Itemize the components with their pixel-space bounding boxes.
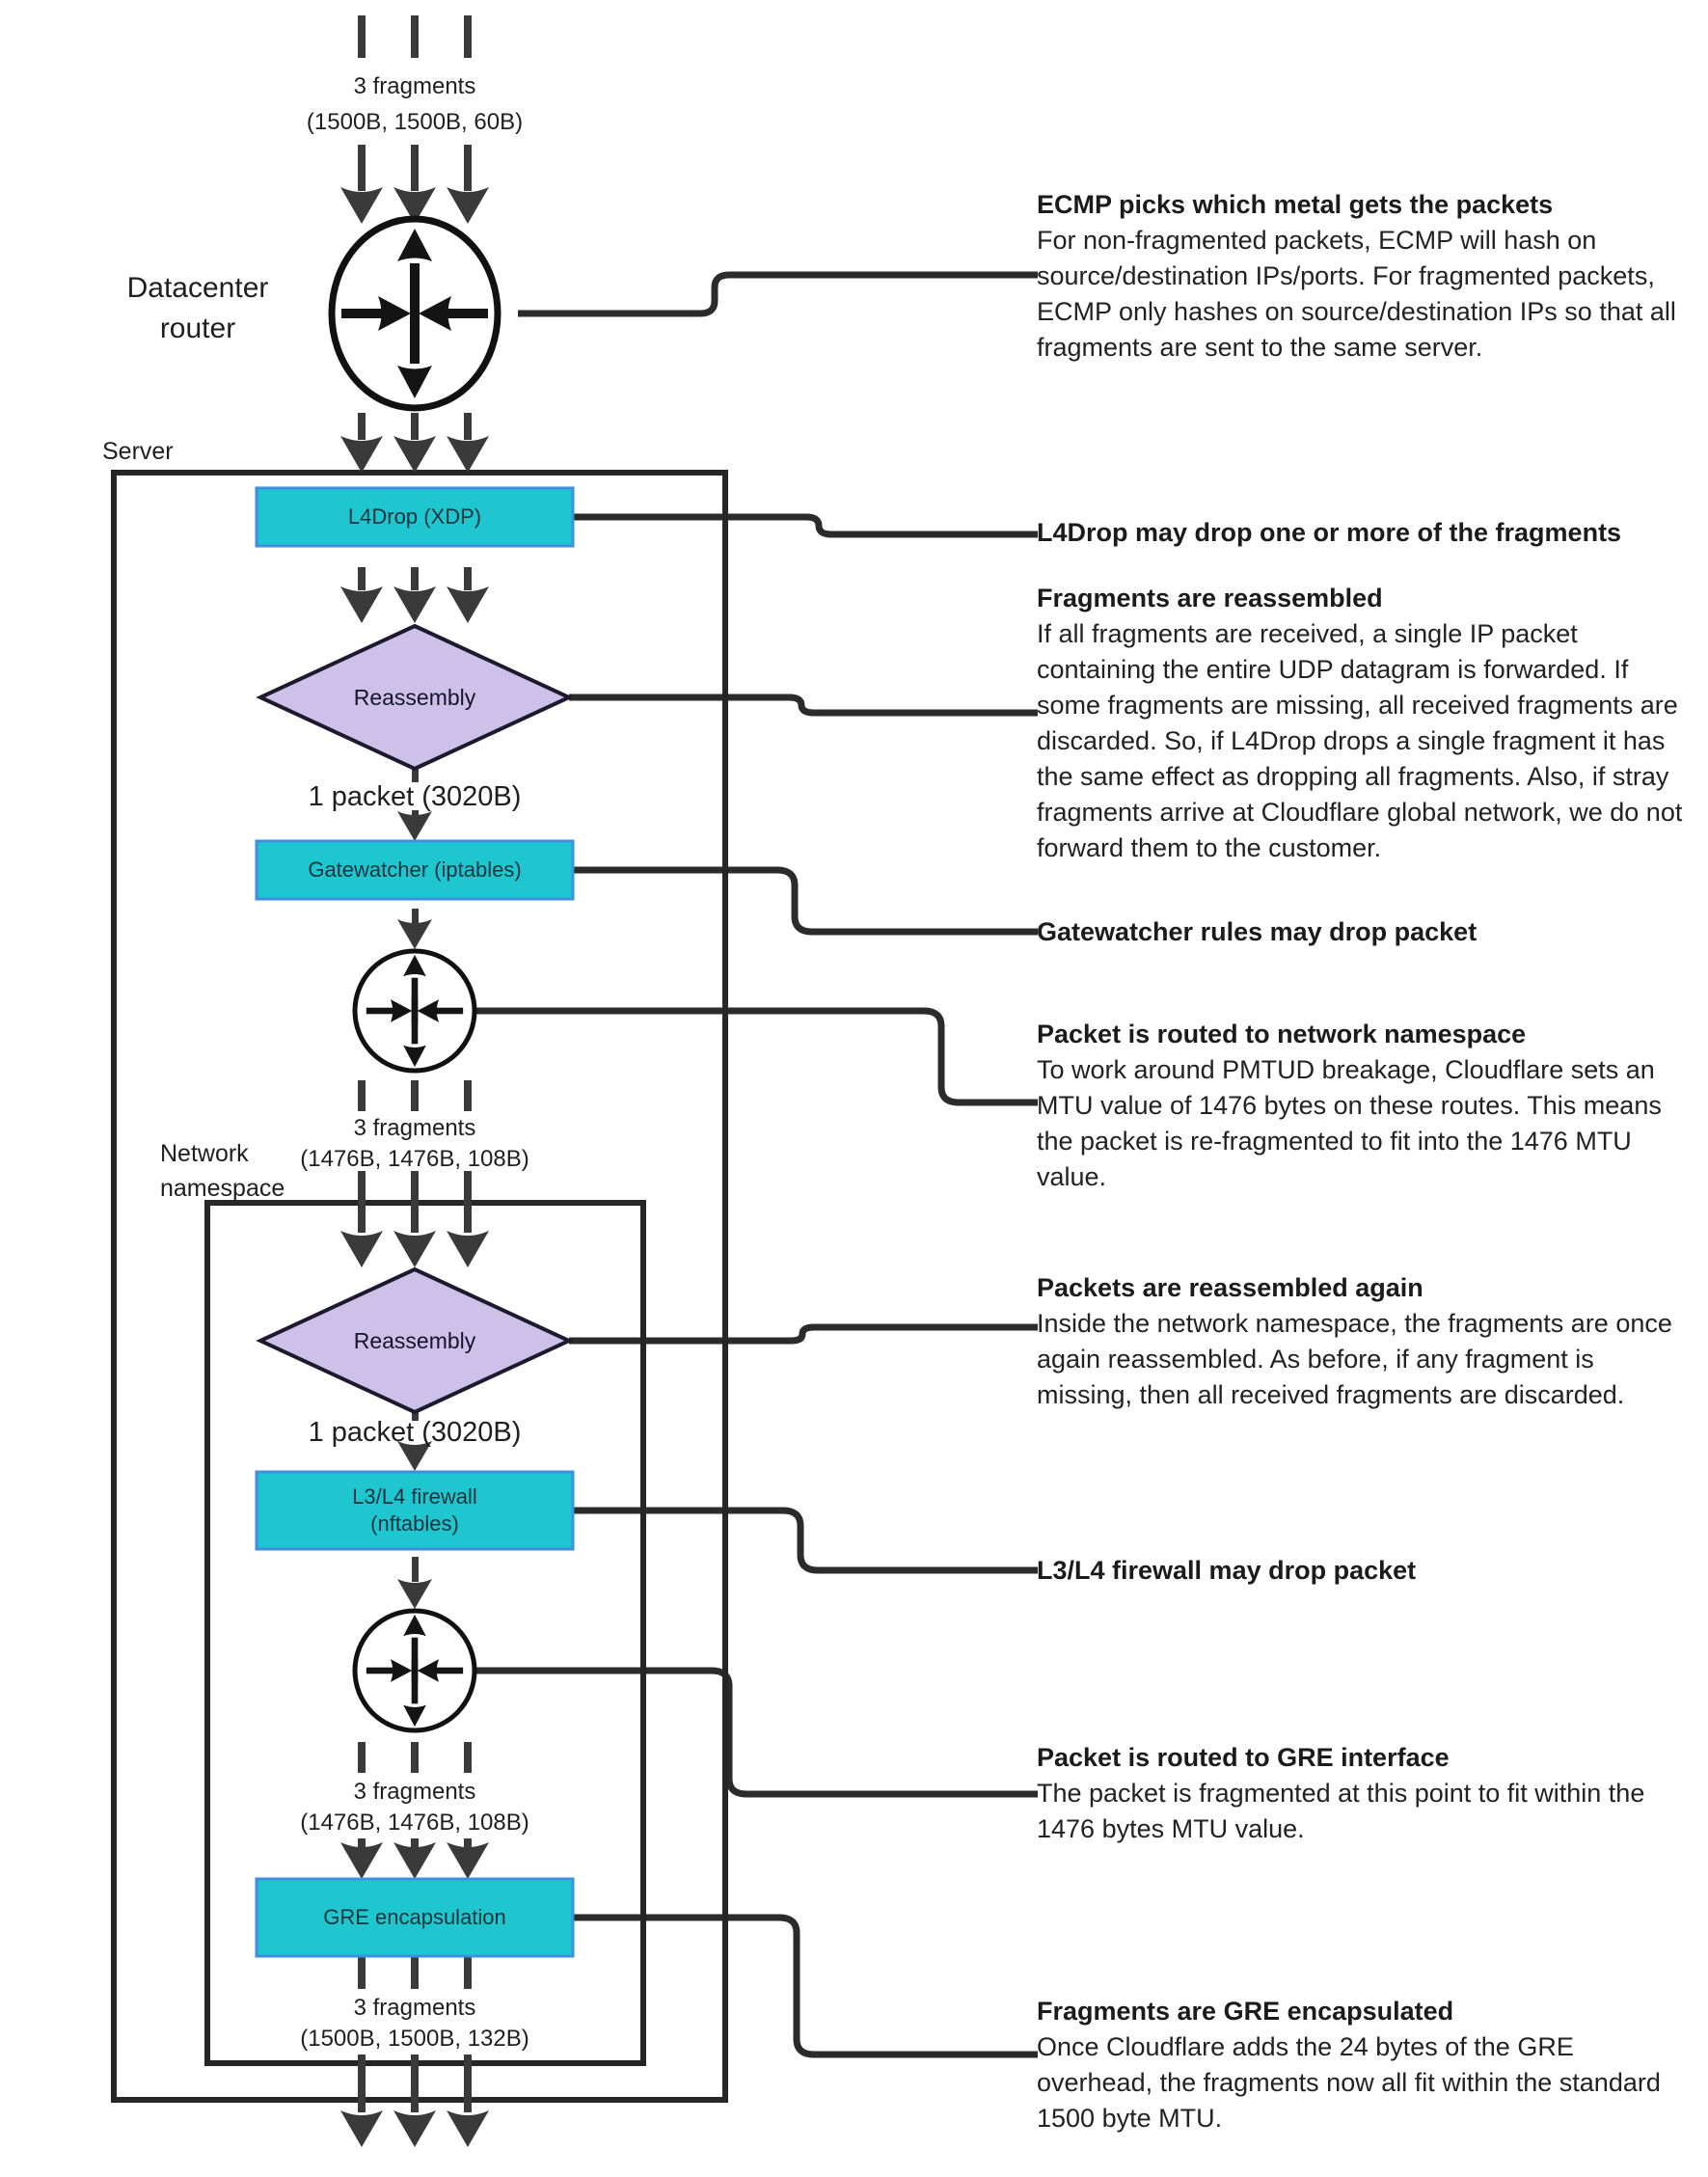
packet-2-label: 1 packet (3020B) <box>308 1417 522 1448</box>
annotation-heading: Packet is routed to GRE interface <box>1037 1743 1450 1772</box>
route-lookup-icon <box>355 951 474 1071</box>
annotation-gatewatcher <box>1037 914 1685 950</box>
arrows-into-namespace <box>340 1171 489 1267</box>
annotation-heading: L4Drop may drop one or more of the fragments <box>1037 518 1622 547</box>
namespace-fragments-label: 3 fragments <box>353 1115 476 1141</box>
fragment-dash <box>464 15 472 58</box>
annotation-route-gre <box>1037 1740 1685 1847</box>
fragment-dash <box>464 1080 472 1111</box>
annotation-body: The packet is fragmented at this point to fit within the 1476 bytes MTU value. <box>1037 1779 1645 1843</box>
annotation-gre-encapsulated <box>1037 1994 1685 2136</box>
annotation-heading: Packets are reassembled again <box>1037 1273 1423 1302</box>
input-fragments-sizes: (1500B, 1500B, 60B) <box>306 109 524 135</box>
fragment-dash <box>358 1080 366 1111</box>
annotation-body: To work around PMTUD breakage, Cloudflare sets an MTU value of 1476 bytes on these routes. This means the packet is re-fragmented to fit into the 1476 MTU value. <box>1037 1055 1662 1191</box>
arrow-into-router-2 <box>397 909 432 949</box>
reassembly-1-label: Reassembly <box>353 684 476 710</box>
gre-label: GRE encapsulation <box>323 1905 506 1929</box>
connector-route-namespace <box>474 1011 1038 1102</box>
arrows-into-gre <box>340 1838 489 1879</box>
fragment-stem <box>411 1956 419 1989</box>
annotation-heading: ECMP picks which metal gets the packets <box>1037 190 1554 219</box>
connector-reassembly-1 <box>569 697 1038 713</box>
connector-gatewatcher <box>573 870 1038 932</box>
packet-1-label: 1 packet (3020B) <box>308 781 522 812</box>
gre-fragments-sizes: (1476B, 1476B, 108B) <box>300 1810 529 1836</box>
reassembly-2-label: Reassembly <box>353 1327 476 1353</box>
connector-l4drop <box>573 517 1038 534</box>
annotation-heading: Gatewatcher rules may drop packet <box>1037 917 1478 946</box>
annotation-reassembled <box>1037 581 1685 866</box>
annotation-heading: Fragments are reassembled <box>1037 584 1383 612</box>
firewall-label-line2: (nftables) <box>370 1511 459 1536</box>
annotation-heading: Fragments are GRE encapsulated <box>1037 1997 1454 2026</box>
server-box-label: Server <box>102 438 174 465</box>
annotation-heading: Packet is routed to network namespace <box>1037 1020 1527 1048</box>
gre-fragments-label: 3 fragments <box>353 1779 476 1805</box>
annotation-route-namespace <box>1037 1017 1685 1195</box>
annotation-ecmp <box>1037 187 1685 366</box>
fragment-stem <box>358 1956 366 1989</box>
datacenter-router-icon <box>332 219 498 408</box>
fragment-dash <box>411 1080 419 1111</box>
connector-ecmp <box>518 275 1038 313</box>
fragment-dash <box>358 15 366 58</box>
annotation-body: Once Cloudflare adds the 24 bytes of the GRE overhead, the fragments now all fit within the standard 1500 byte MTU. <box>1037 2032 1661 2133</box>
output-fragments-label: 3 fragments <box>353 1995 476 2021</box>
annotation-body: If all fragments are received, a single IP packet containing the entire UDP datagram is forwarded. If some fragments are missing, all received fragments are discarded. So, if L4Drop drops a single fragment it has the same effect as dropping all fragments. Also, if stray fragments arrive at Cloudflare global network, we do not forward them to the customer. <box>1037 619 1683 862</box>
l4drop-label: L4Drop (XDP) <box>347 504 482 529</box>
arrows-into-server <box>340 413 489 473</box>
arrow-into-gatewatcher <box>397 810 432 841</box>
fragment-dash <box>411 1742 419 1773</box>
firewall-label-line1: L3/L4 firewall <box>352 1484 477 1509</box>
arrows-out-of-server <box>340 2055 489 2147</box>
firewall-label <box>257 1472 573 1549</box>
namespace-fragments-sizes: (1476B, 1476B, 108B) <box>300 1146 529 1172</box>
fragment-stem <box>464 1956 472 1989</box>
annotation-body: For non-fragmented packets, ECMP will hash on source/destination IPs/ports. For fragmented packets, ECMP only hashes on source/destination IPs so that all fragments are sent to the same server. <box>1037 226 1676 362</box>
output-fragments-sizes: (1500B, 1500B, 132B) <box>300 2026 529 2052</box>
arrow-into-router-3 <box>397 1557 432 1609</box>
input-fragments-label: 3 fragments <box>353 73 476 99</box>
annotation-reassembled-again <box>1037 1270 1685 1413</box>
annotation-heading: L3/L4 firewall may drop packet <box>1037 1556 1417 1585</box>
route-lookup-icon <box>355 1611 474 1730</box>
annotation-l4drop <box>1037 515 1685 551</box>
gatewatcher-label: Gatewatcher (iptables) <box>308 857 522 882</box>
arrows-into-router <box>340 145 489 224</box>
connector-route-gre <box>474 1671 1038 1794</box>
datacenter-router-label: Datacenter router <box>126 272 269 344</box>
fragment-dash <box>464 1742 472 1773</box>
network-namespace-label: Network namespace <box>160 1140 285 1202</box>
annotation-body: Inside the network namespace, the fragments are once again reassembled. As before, if any fragment is missing, then all received fragments are discarded. <box>1037 1309 1672 1409</box>
fragment-dash <box>358 1742 366 1773</box>
arrows-into-reassembly-1 <box>340 567 489 623</box>
connector-reassembly-2 <box>569 1327 1038 1341</box>
fragment-dash <box>411 15 419 58</box>
annotation-firewall <box>1037 1553 1685 1589</box>
